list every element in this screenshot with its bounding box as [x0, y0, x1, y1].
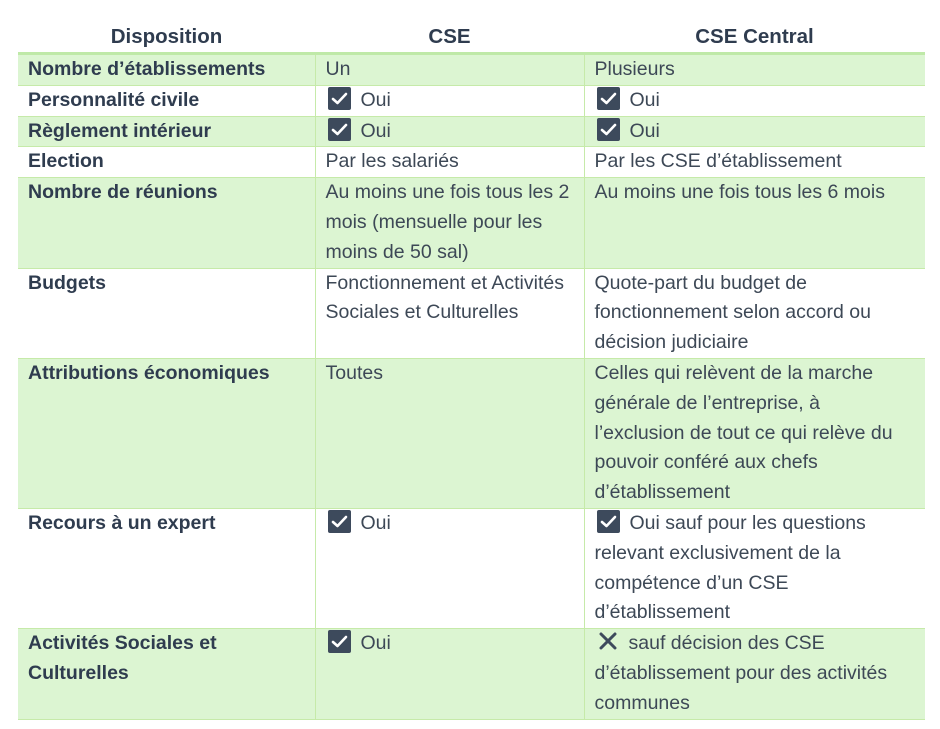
check-icon [597, 118, 620, 141]
cell-cse-central [584, 178, 925, 268]
cell-text: Oui sauf pour les questions relevant exclusivement de la compétence d’un CSE d’établissement [594, 511, 866, 624]
cell-text: Oui [360, 632, 391, 655]
cell-cse [315, 54, 584, 86]
row-label: Recours à un expert [28, 511, 216, 534]
cell-cse-central [584, 54, 925, 86]
cell-text: Plusieurs [594, 58, 675, 80]
cell-cse [315, 147, 584, 178]
table-header-row [18, 20, 925, 54]
check-icon [328, 630, 351, 653]
cell-text: Un [325, 58, 351, 80]
cell-text: Au moins une fois tous les 6 mois [594, 181, 885, 204]
cell-text: Oui [360, 88, 391, 111]
row-label: Personnalité civile [28, 88, 200, 111]
table-row [18, 629, 925, 719]
header-disposition: Disposition [110, 25, 223, 48]
table-row [18, 147, 925, 178]
row-label: Nombre d’établissements [28, 58, 266, 80]
cell-cse [315, 178, 584, 268]
cell-cse-central [584, 85, 925, 116]
row-label: Budgets [28, 271, 106, 294]
row-label: Activités Sociales et Culturelles [28, 632, 217, 684]
cell-cse-central [584, 147, 925, 178]
cell-cse-central [584, 116, 925, 147]
comparison-table [18, 20, 925, 720]
table-row [18, 178, 925, 268]
table-row [18, 508, 925, 628]
header-cse-central: CSE Central [695, 25, 814, 48]
cell-cse [315, 358, 584, 508]
table-row [18, 85, 925, 116]
cell-text: Fonctionnement et Activités Sociales et Culturelles [325, 271, 564, 324]
table-row [18, 268, 925, 358]
cell-cse [315, 116, 584, 147]
cell-text: Quote-part du budget de fonctionnement selon accord ou décision judiciaire [594, 271, 871, 354]
table-row [18, 54, 925, 86]
cell-text: Celles qui relèvent de la marche générale de l’entreprise, à l’exclusion de tout ce qui relève du pouvoir conféré aux chefs d’établissement [594, 361, 893, 504]
header-cse: CSE [428, 25, 471, 48]
cell-text: sauf décision des CSE d’établissement pour des activités communes [594, 632, 888, 714]
table-row [18, 116, 925, 147]
cell-cse-central [584, 629, 925, 719]
check-icon [328, 510, 351, 533]
cell-text: Oui [629, 88, 660, 111]
cell-cse [315, 268, 584, 358]
row-label: Règlement intérieur [28, 119, 212, 142]
row-label: Attributions économiques [28, 361, 270, 384]
check-icon [597, 87, 620, 110]
cross-icon [597, 630, 619, 652]
cell-text: Toutes [325, 361, 383, 384]
cell-cse [315, 629, 584, 719]
row-label: Election [28, 150, 104, 173]
cell-cse-central [584, 268, 925, 358]
cell-cse [315, 85, 584, 116]
cell-text: Oui [360, 119, 391, 142]
cell-text: Oui [629, 119, 660, 142]
check-icon [328, 118, 351, 141]
row-label: Nombre de réunions [28, 181, 218, 204]
cell-cse-central [584, 358, 925, 508]
check-icon [328, 87, 351, 110]
cell-cse [315, 508, 584, 628]
table-row [18, 358, 925, 508]
check-icon [597, 510, 620, 533]
cell-text: Par les CSE d’établissement [594, 150, 842, 173]
cell-cse-central [584, 508, 925, 628]
cell-text: Au moins une fois tous les 2 mois (mensuelle pour les moins de 50 sal) [325, 181, 570, 263]
cell-text: Oui [360, 511, 391, 534]
cell-text: Par les salariés [325, 150, 459, 173]
